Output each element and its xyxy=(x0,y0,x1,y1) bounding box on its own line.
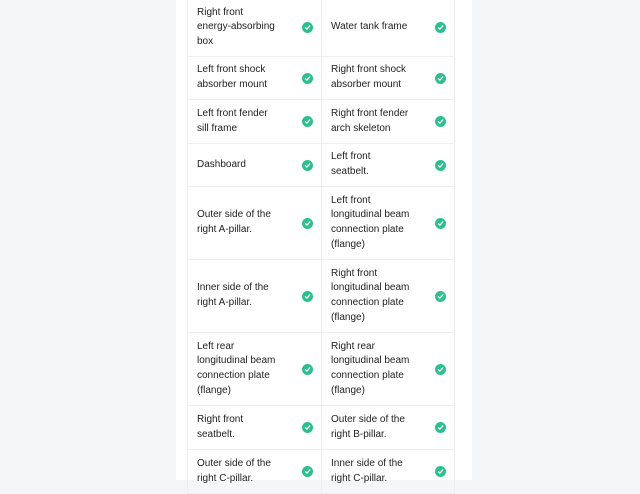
table-row xyxy=(188,100,454,144)
inspection-item[interactable] xyxy=(321,57,454,99)
inspection-item-label: Inner side of the right C-pillar. xyxy=(331,457,403,484)
inspection-item-label: Right front energy-absorbing box xyxy=(197,6,275,47)
check-circle-icon xyxy=(435,422,446,433)
check-circle-icon xyxy=(435,466,446,477)
inspection-item-label: Dashboard xyxy=(197,158,246,170)
inspection-item[interactable] xyxy=(188,333,321,405)
inspection-item[interactable] xyxy=(188,450,321,493)
inspection-item[interactable] xyxy=(321,187,454,259)
table-row xyxy=(188,333,454,406)
table-row xyxy=(188,260,454,333)
inspection-item[interactable] xyxy=(188,187,321,259)
check-circle-icon xyxy=(302,364,313,375)
inspection-item-label: Right front fender arch skeleton xyxy=(331,107,409,134)
inspection-item-label: Left front longitudinal beam connection plate (flange) xyxy=(331,194,410,250)
inspection-item-label: Left rear longitudinal beam connection plate (flange) xyxy=(197,340,276,396)
check-circle-icon xyxy=(302,22,313,33)
inspection-grid xyxy=(187,0,455,494)
check-circle-icon xyxy=(435,291,446,302)
check-circle-icon xyxy=(435,22,446,33)
table-row xyxy=(188,144,454,187)
inspection-item[interactable] xyxy=(188,406,321,449)
inspection-item-label: Right rear longitudinal beam connection plate (flange) xyxy=(331,340,410,396)
inspection-item[interactable] xyxy=(321,100,454,143)
inspection-item-label: Left front fender sill frame xyxy=(197,107,268,134)
inspection-item-label: Right front seatbelt. xyxy=(197,413,244,440)
check-circle-icon xyxy=(302,116,313,127)
inspection-item-label: Inner side of the right A-pillar. xyxy=(197,282,269,308)
check-circle-icon xyxy=(302,218,313,229)
inspection-item[interactable] xyxy=(321,450,454,493)
check-circle-icon xyxy=(435,116,446,127)
inspection-item-label: Right front longitudinal beam connection plate (flange) xyxy=(331,267,410,323)
check-circle-icon xyxy=(435,218,446,229)
table-row xyxy=(188,187,454,260)
check-circle-icon xyxy=(302,160,313,171)
inspection-item[interactable] xyxy=(321,144,454,186)
inspection-item[interactable] xyxy=(188,57,321,99)
inspection-item-label: Left front seatbelt. xyxy=(331,151,371,177)
check-circle-icon xyxy=(302,73,313,84)
table-row xyxy=(188,0,454,57)
inspection-item[interactable] xyxy=(188,0,321,56)
inspection-item[interactable] xyxy=(321,0,454,56)
inspection-item[interactable] xyxy=(321,406,454,449)
inspection-item[interactable] xyxy=(321,260,454,332)
check-circle-icon xyxy=(435,160,446,171)
check-circle-icon xyxy=(302,422,313,433)
inspection-item[interactable] xyxy=(188,144,321,186)
inspection-item-label: Left front shock absorber mount xyxy=(197,64,268,90)
inspection-item-label: Right front shock absorber mount xyxy=(331,64,407,90)
table-row xyxy=(188,450,454,494)
inspection-item-label: Outer side of the right B-pillar. xyxy=(331,413,405,440)
inspection-item[interactable] xyxy=(188,260,321,332)
check-circle-icon xyxy=(435,364,446,375)
inspection-item-label: Outer side of the right A-pillar. xyxy=(197,209,271,235)
inspection-item[interactable] xyxy=(188,100,321,143)
inspection-item-label: Outer side of the right C-pillar. xyxy=(197,457,271,484)
check-circle-icon xyxy=(435,73,446,84)
table-row xyxy=(188,57,454,100)
inspection-item[interactable] xyxy=(321,333,454,405)
check-circle-icon xyxy=(302,466,313,477)
inspection-item-label: Water tank frame xyxy=(331,21,408,33)
check-circle-icon xyxy=(302,291,313,302)
table-row xyxy=(188,406,454,450)
